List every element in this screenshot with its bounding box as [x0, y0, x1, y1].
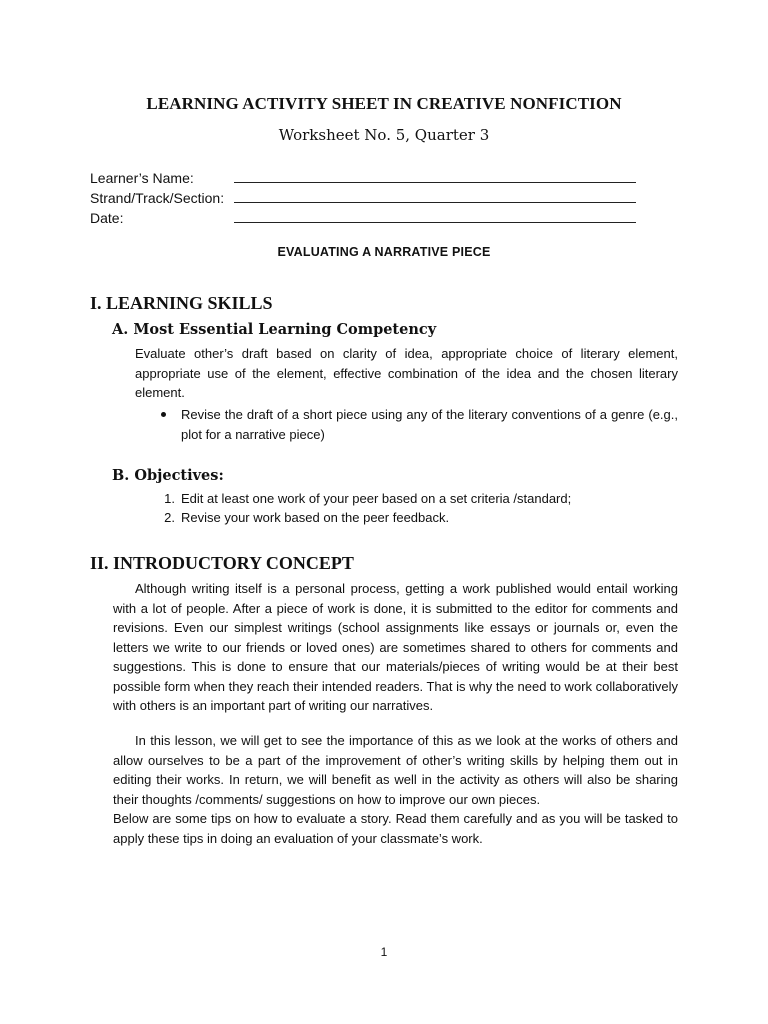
objective-number: 2.	[164, 510, 175, 525]
objective-item	[164, 489, 678, 509]
objective-number: 1.	[164, 491, 175, 506]
objective-text: Revise your work based on the peer feedback.	[181, 510, 450, 525]
objective-text: Edit at least one work of your peer based on a set criteria /standard;	[181, 491, 572, 506]
strand-section-label: Strand/Track/Section:	[90, 190, 225, 206]
intro-paragraph-2: In this lesson, we will get to see the importance of this as we look at the works of others and allow ourselves to be a part of the improvement of other’s writing skills by helping them out in editing their works. In return, we will benefit as well in the activity as others will also be sharing their thoughts /comments/ suggestions on how to improve our own pieces.	[113, 733, 678, 807]
date-line[interactable]	[234, 222, 636, 223]
strand-section-field[interactable]	[90, 188, 640, 208]
section-learning-skills-heading: I. LEARNING SKILLS	[90, 293, 273, 313]
learner-name-line[interactable]	[234, 182, 636, 183]
intro-paragraph-3: Below are some tips on how to evaluate a story. Read them carefully and as you will be tasked to apply these tips in doing an evaluation of your classmate’s work.	[113, 811, 678, 846]
objectives-heading: B. Objectives:	[112, 467, 224, 484]
page-number: 1	[380, 945, 388, 959]
bullet-icon	[161, 412, 166, 417]
competency-bullet-text: Revise the draft of a short piece using any of the literary conventions of a genre (e.g., plot for a narrative piece)	[181, 407, 678, 442]
learner-name-field[interactable]	[90, 168, 640, 188]
competency-bullet	[181, 405, 678, 444]
intro-paragraph-1: Although writing itself is a personal process, getting a work published would entail working with a lot of people. After a piece of work is done, it is submitted to the editor for comments and revisions. Even our simplest writings (school assignments like essays or journals or, even the letters we write to our friends or loved ones) are sometimes shared to others for comments and suggestions. This is done to ensure that our materials/pieces of writing would be at their best possible form when they reach their intended readers. That is why the need to work collaboratively with others is an important part of writing our narratives.	[113, 581, 678, 713]
section-introductory-concept-heading: II. INTRODUCTORY CONCEPT	[90, 553, 354, 573]
competency-text: Evaluate other’s draft based on clarity of idea, appropriate choice of literary element, appropriate use of the element, effective combination of the idea and the chosen literary element.	[135, 346, 678, 400]
date-field[interactable]	[90, 208, 640, 228]
lesson-title: EVALUATING A NARRATIVE PIECE	[277, 245, 491, 259]
worksheet-subtitle: Worksheet No. 5, Quarter 3	[278, 126, 490, 144]
date-label: Date:	[90, 210, 124, 226]
learner-name-label: Learner’s Name:	[90, 170, 194, 186]
strand-section-line[interactable]	[234, 202, 636, 203]
competency-heading: A. Most Essential Learning Competency	[112, 321, 437, 338]
document-title: LEARNING ACTIVITY SHEET IN CREATIVE NONFICTION	[146, 94, 622, 113]
objective-item	[164, 508, 678, 528]
